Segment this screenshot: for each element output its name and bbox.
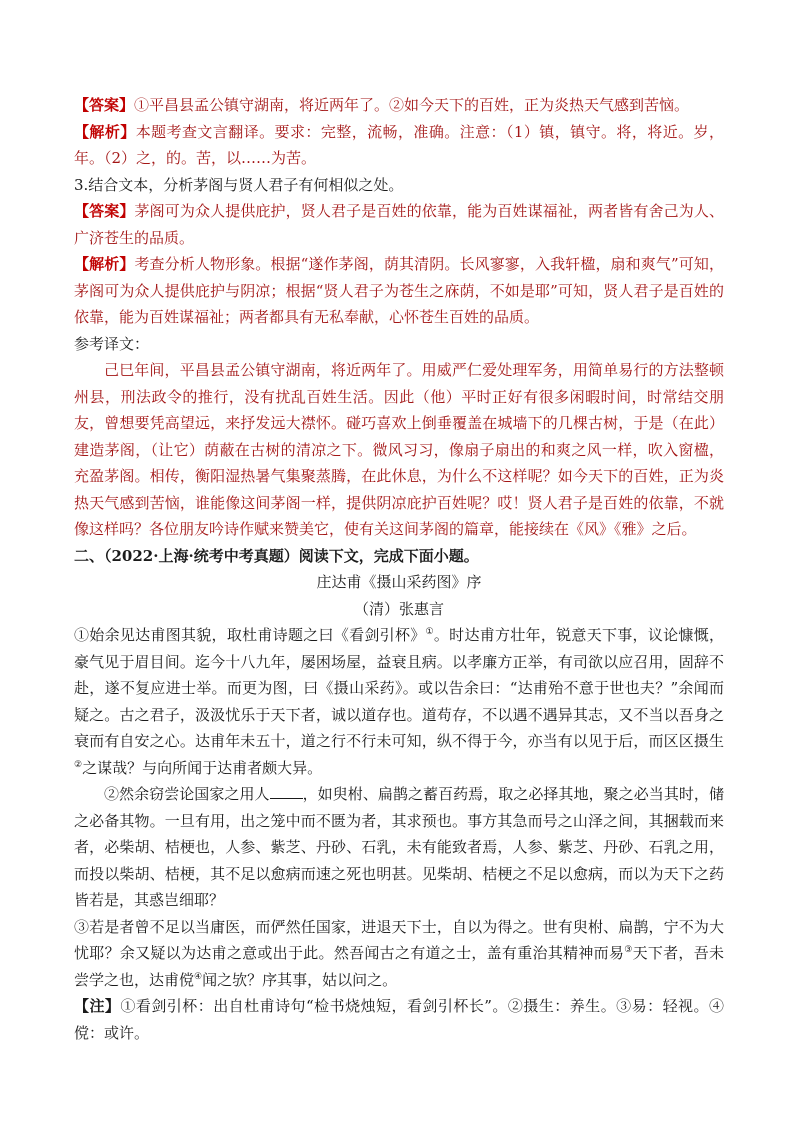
passage-text: 。时达甫方壮年，锐意天下事，议论慷慨，豪气见于眉目间。迄今十八九年，屡困场屋，益衰且病。以孝廉方正举，有司欲以应召用，固辞不赴，遂不复应进士举。而更为图，曰《摄山采药》。或以告余曰：“达甫殆不意于世也夫？”余闻而疑之。古之君子，汲汲忧乐于天下者，诚以道存也。道苟存，不以遇不遇异其志，又不当以吾身之衰而有自安之心。达甫年未五十，道之行不行未可知，纵不得于今，亦当有以见于后，而区区摄生 [74,626,724,750]
q3-answer [74,198,724,251]
passage-author: （清）张惠言 [353,599,444,618]
analysis-text: 考查分析人物形象。根据“遂作茅阁，荫其清阴。长风寥寥，入我轩楹，扇和爽气”可知，茅阁可为众人提供庇护与阴凉；根据“贤人君子为苍生之庥荫，不如是耶”可知，贤人君子是百姓的依靠，能为百姓谋福祉；两者都具有无私奉献，心怀苍生百姓的品质。 [74,255,724,326]
footnote-marker: ① [425,627,434,637]
passage-text: ②然余窃尝论国家之用人 [104,785,270,803]
footnotes [74,993,724,1046]
passage-text: ③若是者曾不足以当庸医，而俨然任国家，进退天下士，自以为得之。世有臾柎、扁鹊，宁不为大忧耶？余又疑以为达甫之意或出于此。然吾闻古之有道之士，盖有重治其精神而易 [74,917,724,962]
analysis-text: 本题考查文言翻译。要求：完整，流畅，准确。注意：（1）镇，镇守。将，将近。岁，年。（2）之，的。苦，以……为苦。 [74,122,724,167]
passage-text: ①始余见达甫图其貌，取杜甫诗题之曰《看剑引杯》 [74,626,426,644]
passage-text: 之谋哉？与向所闻于达甫者颇大异。 [82,758,323,777]
passage-title: 庄达甫《摄山采药图》序 [316,573,482,591]
passage-text: 天下者，吾未尝学之也，达甫傥 [74,944,724,989]
document-page [74,92,724,1046]
notes-text: ①看剑引杯：出自杜甫诗句“检书烧烛短，看剑引杯长”。②摄生：养生。③易：轻视。④傥：或许。 [74,997,724,1042]
footnote-marker: ④ [194,971,203,982]
reference-label: 参考译文： [74,334,150,353]
section-heading: 二、（2022·上海·统考中考真题）阅读下文，完成下面小题。 [74,546,479,565]
passage-text: 闻之欤？序其事，姑以问之。 [202,970,398,989]
footnote-marker: ③ [624,945,633,955]
question-3: 3.结合文本，分析茅阁与贤人君子有何相似之处。 [74,175,404,194]
answer-tag: 【答案】 [74,202,135,220]
answer-text: ①平昌县孟公镇守湖南，将近两年了。②如今天下的百姓，正为炎热天气感到苦恼。 [134,96,690,114]
analysis-tag: 【解析】 [74,122,136,141]
passage-paragraph-3 [74,914,724,994]
answer-text: 茅阁可为众人提供庇护，贤人君子是百姓的依靠，能为百姓谋福祉，两者皆有舍己为人、广济苍生的品质。 [74,202,724,247]
passage-paragraph-1 [74,622,724,781]
passage-paragraph-2 [74,781,724,914]
q3-analysis [74,251,724,331]
q2-answer [74,92,724,119]
answer-tag: 【答案】 [74,96,135,114]
reference-translation: 己巳年间，平昌县孟公镇守湖南，将近两年了。用威严仁爱处理军务，用简单易行的方法整顿州县，刑法政令的推行，没有扰乱百姓生活。因此（他）平时正好有很多闲暇时间，时常结交朋友，曾想要凭高望远，来抒发远大襟怀。碰巧喜欢上倒垂覆盖在城墙下的几棵古树，于是（在此）建造茅阁，（让它）荫蔽在古树的清凉之下。微风习习，像扇子扇出的和爽之风一样，吹入窗楹，充盈茅阁。相传，衡阳湿热暑气集聚蒸腾，在此休息，为什么不这样呢？如今天下的百姓，正为炎热天气感到苦恼，谁能像这间茅阁一样，提供阴凉庇护百姓呢？哎！贤人君子是百姓的依靠，不就像这样吗？各位朋友吟诗作赋来赞美它，使有关这间茅阁的篇章，能接续在《风》《雅》之后。 [74,361,724,538]
notes-tag: 【注】 [74,997,121,1015]
fill-in-blank [270,784,303,799]
q2-analysis [74,119,724,172]
footnote-marker: ② [74,759,83,770]
passage-text: ，如臾柎、扁鹊之蓄百药焉，取之必择其地，聚之必当其时，储之必备其物。一旦有用，出之笼中而不匮为者，其求预也。事方其急而号之山泽之间，其捆载而来者，必柴胡、桔梗也，人参、紫芝、丹砂、石乳，未有能致者焉，人参、紫芝、丹砂、石乳之用，而投以柴胡、桔梗，其不足以愈病而速之死也明甚。见柴胡、桔梗之不足以愈病，而以为天下之药皆若是，其惑岂细耶？ [74,785,724,909]
analysis-tag: 【解析】 [74,255,135,273]
